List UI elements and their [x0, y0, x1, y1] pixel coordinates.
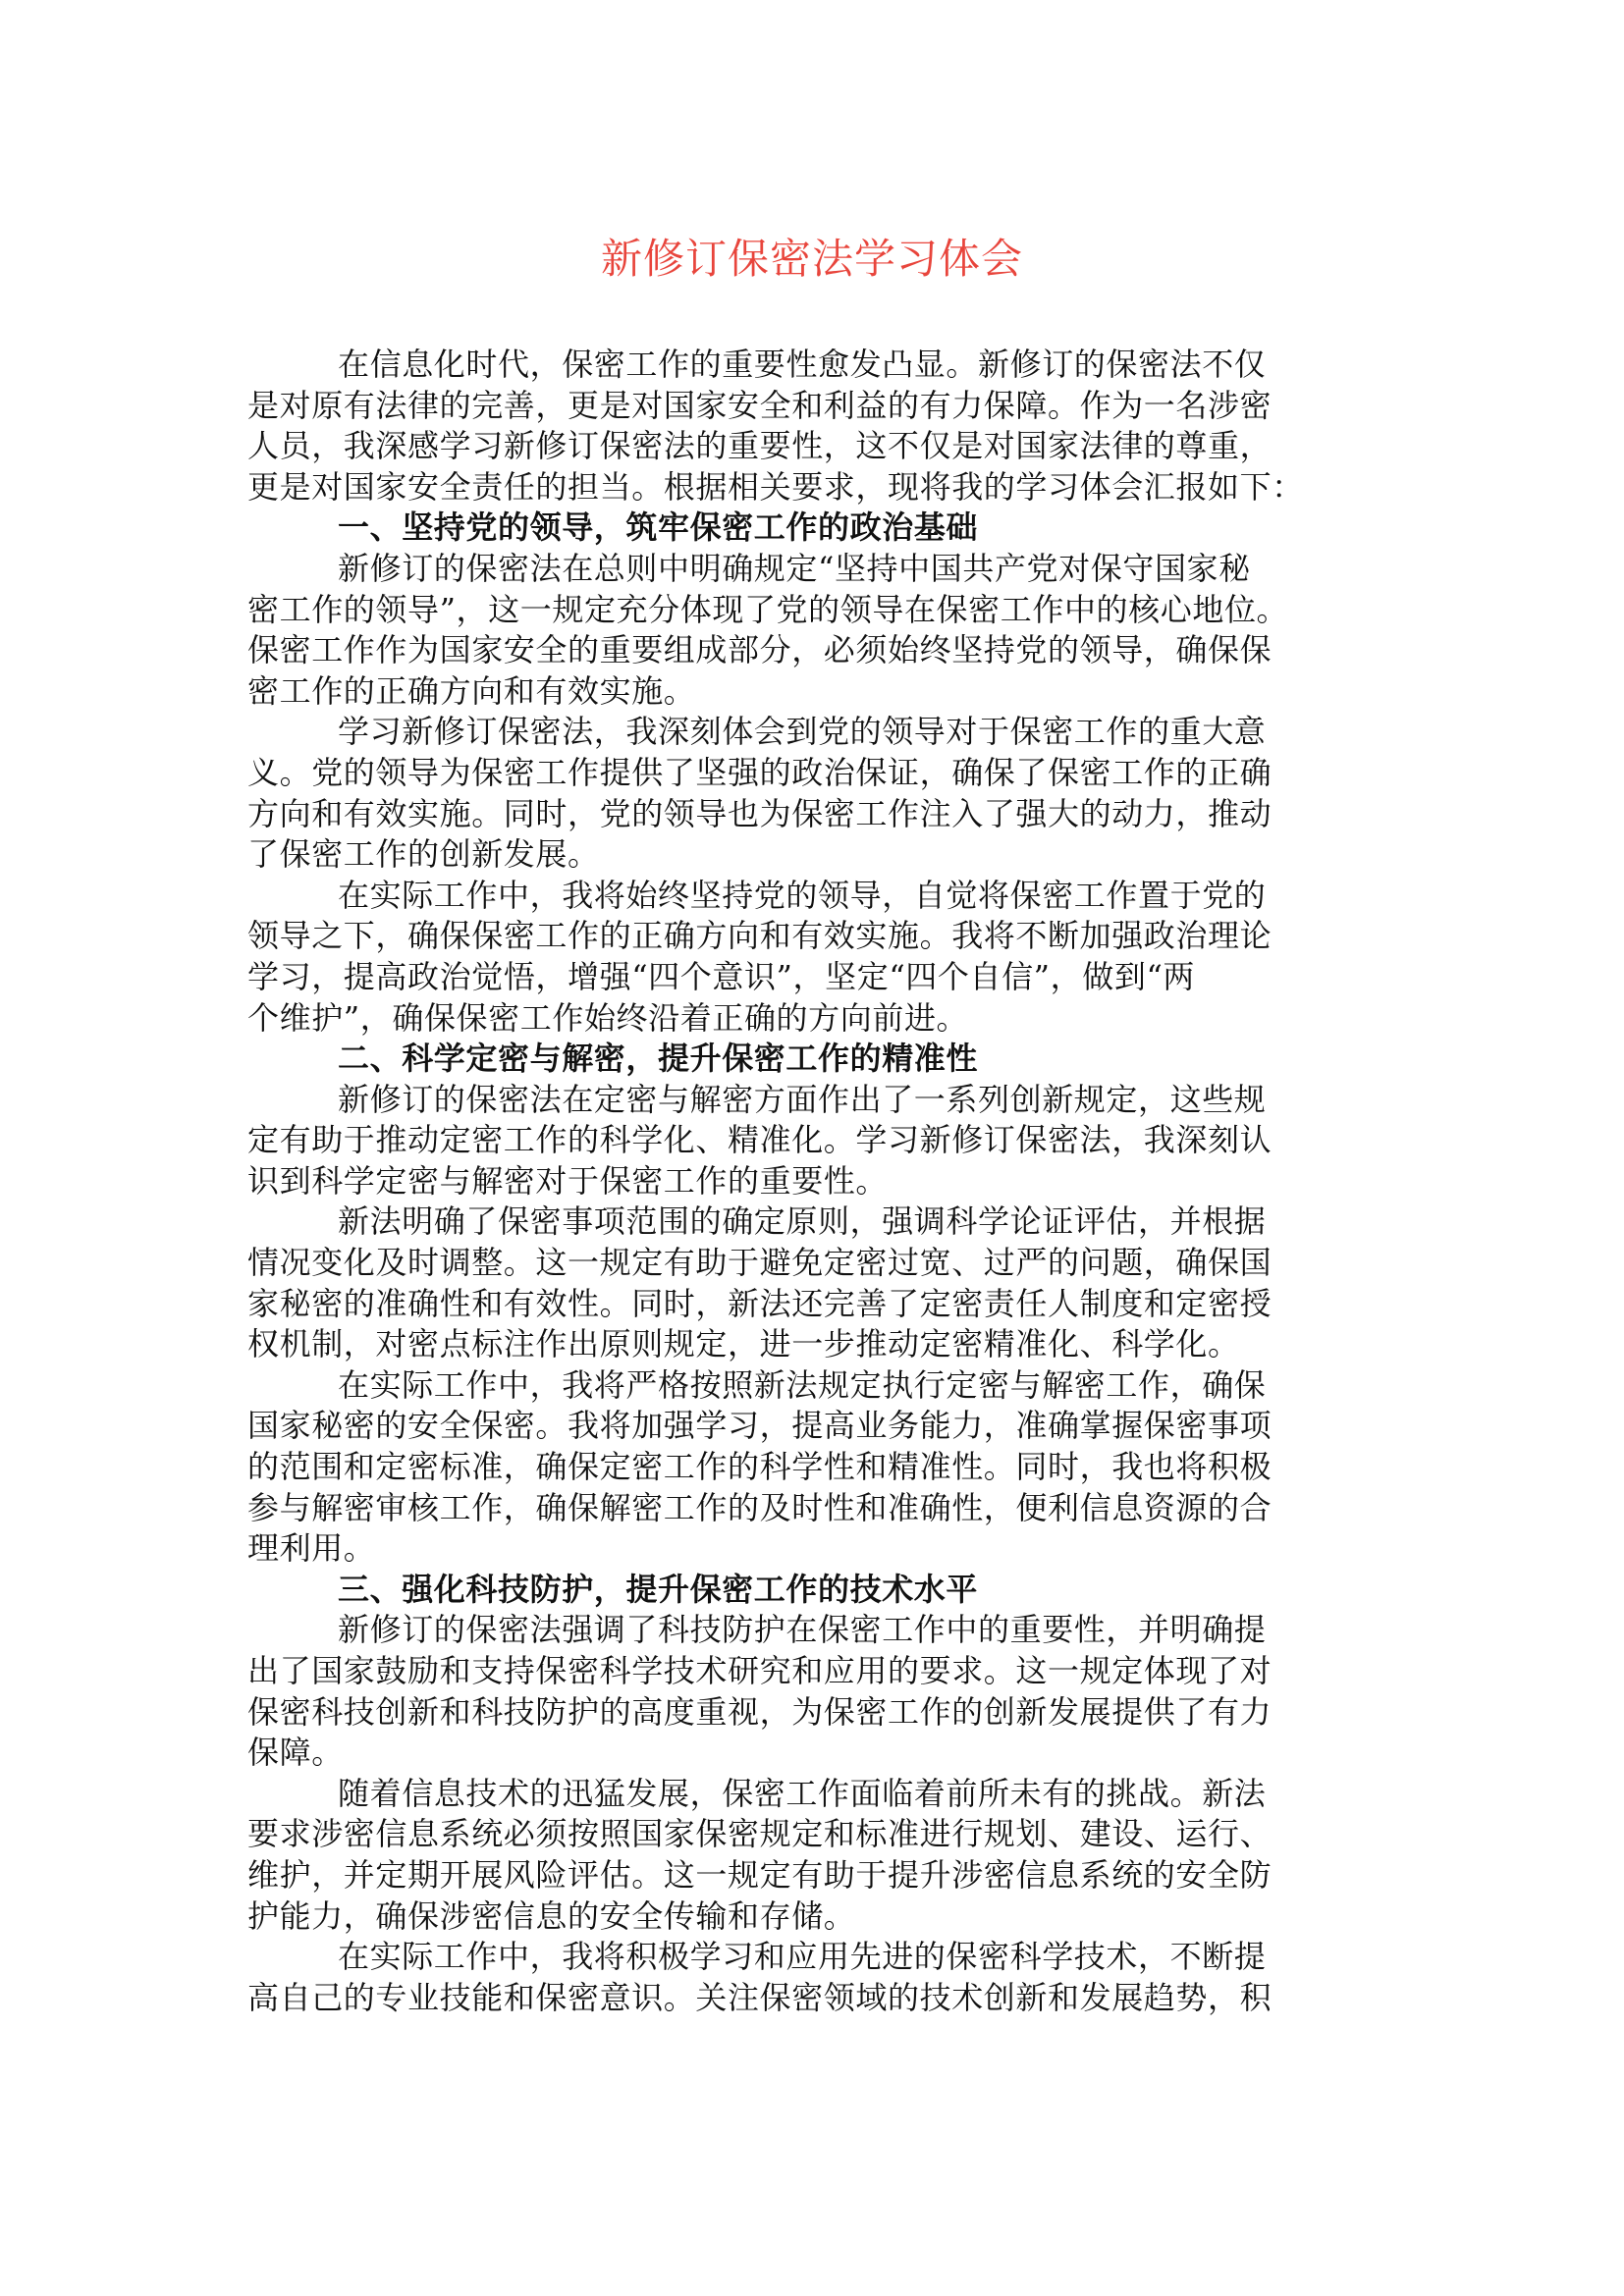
paragraph-line: 识到科学定密与解密对于保密工作的重要性。: [247, 1161, 889, 1200]
document-body: [247, 345, 1406, 2018]
paragraph-line: 维护，并定期开展风险评估。这一规定有助于提升涉密信息系统的安全防: [247, 1855, 1272, 1894]
paragraph-line: 定有助于推动定密工作的科学化、精准化。学习新修订保密法，我深刻认: [247, 1121, 1272, 1159]
paragraph-line: 理利用。: [247, 1529, 376, 1568]
section-heading: 二、科学定密与解密，提升保密工作的精准性: [338, 1040, 979, 1078]
paragraph-line: 学习，提高政治觉悟，增强“四个意识”，坚定“四个自信”，做到“两: [247, 957, 1195, 995]
paragraph-line: 领导之下，确保保密工作的正确方向和有效实施。我将不断加强政治理论: [247, 917, 1272, 955]
paragraph-line: 在实际工作中，我将始终坚持党的领导，自觉将保密工作置于党的: [338, 876, 1267, 914]
paragraph-line: 参与解密审核工作，确保解密工作的及时性和准确性，便利信息资源的合: [247, 1488, 1272, 1526]
paragraph-line: 人员，我深感学习新修订保密法的重要性，这不仅是对国家法律的尊重，: [247, 427, 1272, 465]
paragraph-line: 密工作的领导”，这一规定充分体现了党的领导在保密工作中的核心地位。: [247, 590, 1289, 628]
paragraph-line: 了保密工作的创新发展。: [247, 835, 600, 874]
paragraph-line: 保障。: [247, 1734, 344, 1772]
paragraph-line: 在信息化时代，保密工作的重要性愈发凸显。新修订的保密法不仅: [338, 346, 1267, 383]
paragraph-line: 在实际工作中，我将积极学习和应用先进的保密科学技术，不断提: [338, 1938, 1267, 1976]
paragraph-line: 护能力，确保涉密信息的安全传输和存储。: [247, 1896, 856, 1935]
paragraph-line: 的范围和定密标准，确保定密工作的科学性和精准性。同时，我也将积极: [247, 1448, 1272, 1486]
paragraph-line: 学习新修订保密法，我深刻体会到党的领导对于保密工作的重大意: [338, 713, 1267, 751]
paragraph-line: 家秘密的准确性和有效性。同时，新法还完善了定密责任人制度和定密授: [247, 1284, 1272, 1322]
paragraph-line: 新修订的保密法强调了科技防护在保密工作中的重要性，并明确提: [338, 1611, 1267, 1649]
section-heading: 三、强化科技防护，提升保密工作的技术水平: [338, 1570, 979, 1608]
paragraph-line: 个维护”，确保保密工作始终沿着正确的方向前进。: [247, 998, 969, 1037]
paragraph-line: 更是对国家安全责任的担当。根据相关要求，现将我的学习体会汇报如下：: [247, 467, 1304, 506]
paragraph-line: 新修订的保密法在总则中明确规定“坚持中国共产党对保守国家秘: [338, 549, 1251, 587]
paragraph-line: 义。党的领导为保密工作提供了坚强的政治保证，确保了保密工作的正确: [247, 753, 1272, 791]
section-heading: 一、坚持党的领导，筑牢保密工作的政治基础: [338, 508, 979, 547]
paragraph-line: 新法明确了保密事项范围的确定原则，强调科学论证评估，并根据: [338, 1202, 1267, 1241]
paragraph-line: 出了国家鼓励和支持保密科学技术研究和应用的要求。这一规定体现了对: [247, 1652, 1272, 1689]
document-title: 新修订保密法学习体会: [600, 235, 1023, 283]
paragraph-line: 情况变化及时调整。这一规定有助于避免定密过宽、过严的问题，确保国: [247, 1244, 1272, 1282]
paragraph-line: 要求涉密信息系统必须按照国家保密规定和标准进行规划、建设、运行、: [247, 1815, 1272, 1853]
paragraph-line: 方向和有效实施。同时，党的领导也为保密工作注入了强大的动力，推动: [247, 794, 1272, 832]
paragraph-line: 随着信息技术的迅猛发展，保密工作面临着前所未有的挑战。新法: [338, 1774, 1267, 1812]
paragraph-line: 密工作的正确方向和有效实施。: [247, 671, 696, 710]
paragraph-line: 国家秘密的安全保密。我将加强学习，提高业务能力，准确掌握保密事项: [247, 1407, 1272, 1445]
paragraph-line: 是对原有法律的完善，更是对国家安全和利益的有力保障。作为一名涉密: [247, 386, 1272, 424]
paragraph-line: 保密工作作为国家安全的重要组成部分，必须始终坚持党的领导，确保保: [247, 631, 1272, 669]
paragraph-line: 新修订的保密法在定密与解密方面作出了一系列创新规定，这些规: [338, 1080, 1267, 1118]
paragraph-line: 保密科技创新和科技防护的高度重视，为保密工作的创新发展提供了有力: [247, 1692, 1272, 1731]
paragraph-line: 权机制，对密点标注作出原则规定，进一步推动定密精准化、科学化。: [247, 1325, 1240, 1363]
paragraph-line: 高自己的专业技能和保密意识。关注保密领域的技术创新和发展趋势，积: [247, 1978, 1272, 2016]
paragraph-line: 在实际工作中，我将严格按照新法规定执行定密与解密工作，确保: [338, 1365, 1267, 1404]
